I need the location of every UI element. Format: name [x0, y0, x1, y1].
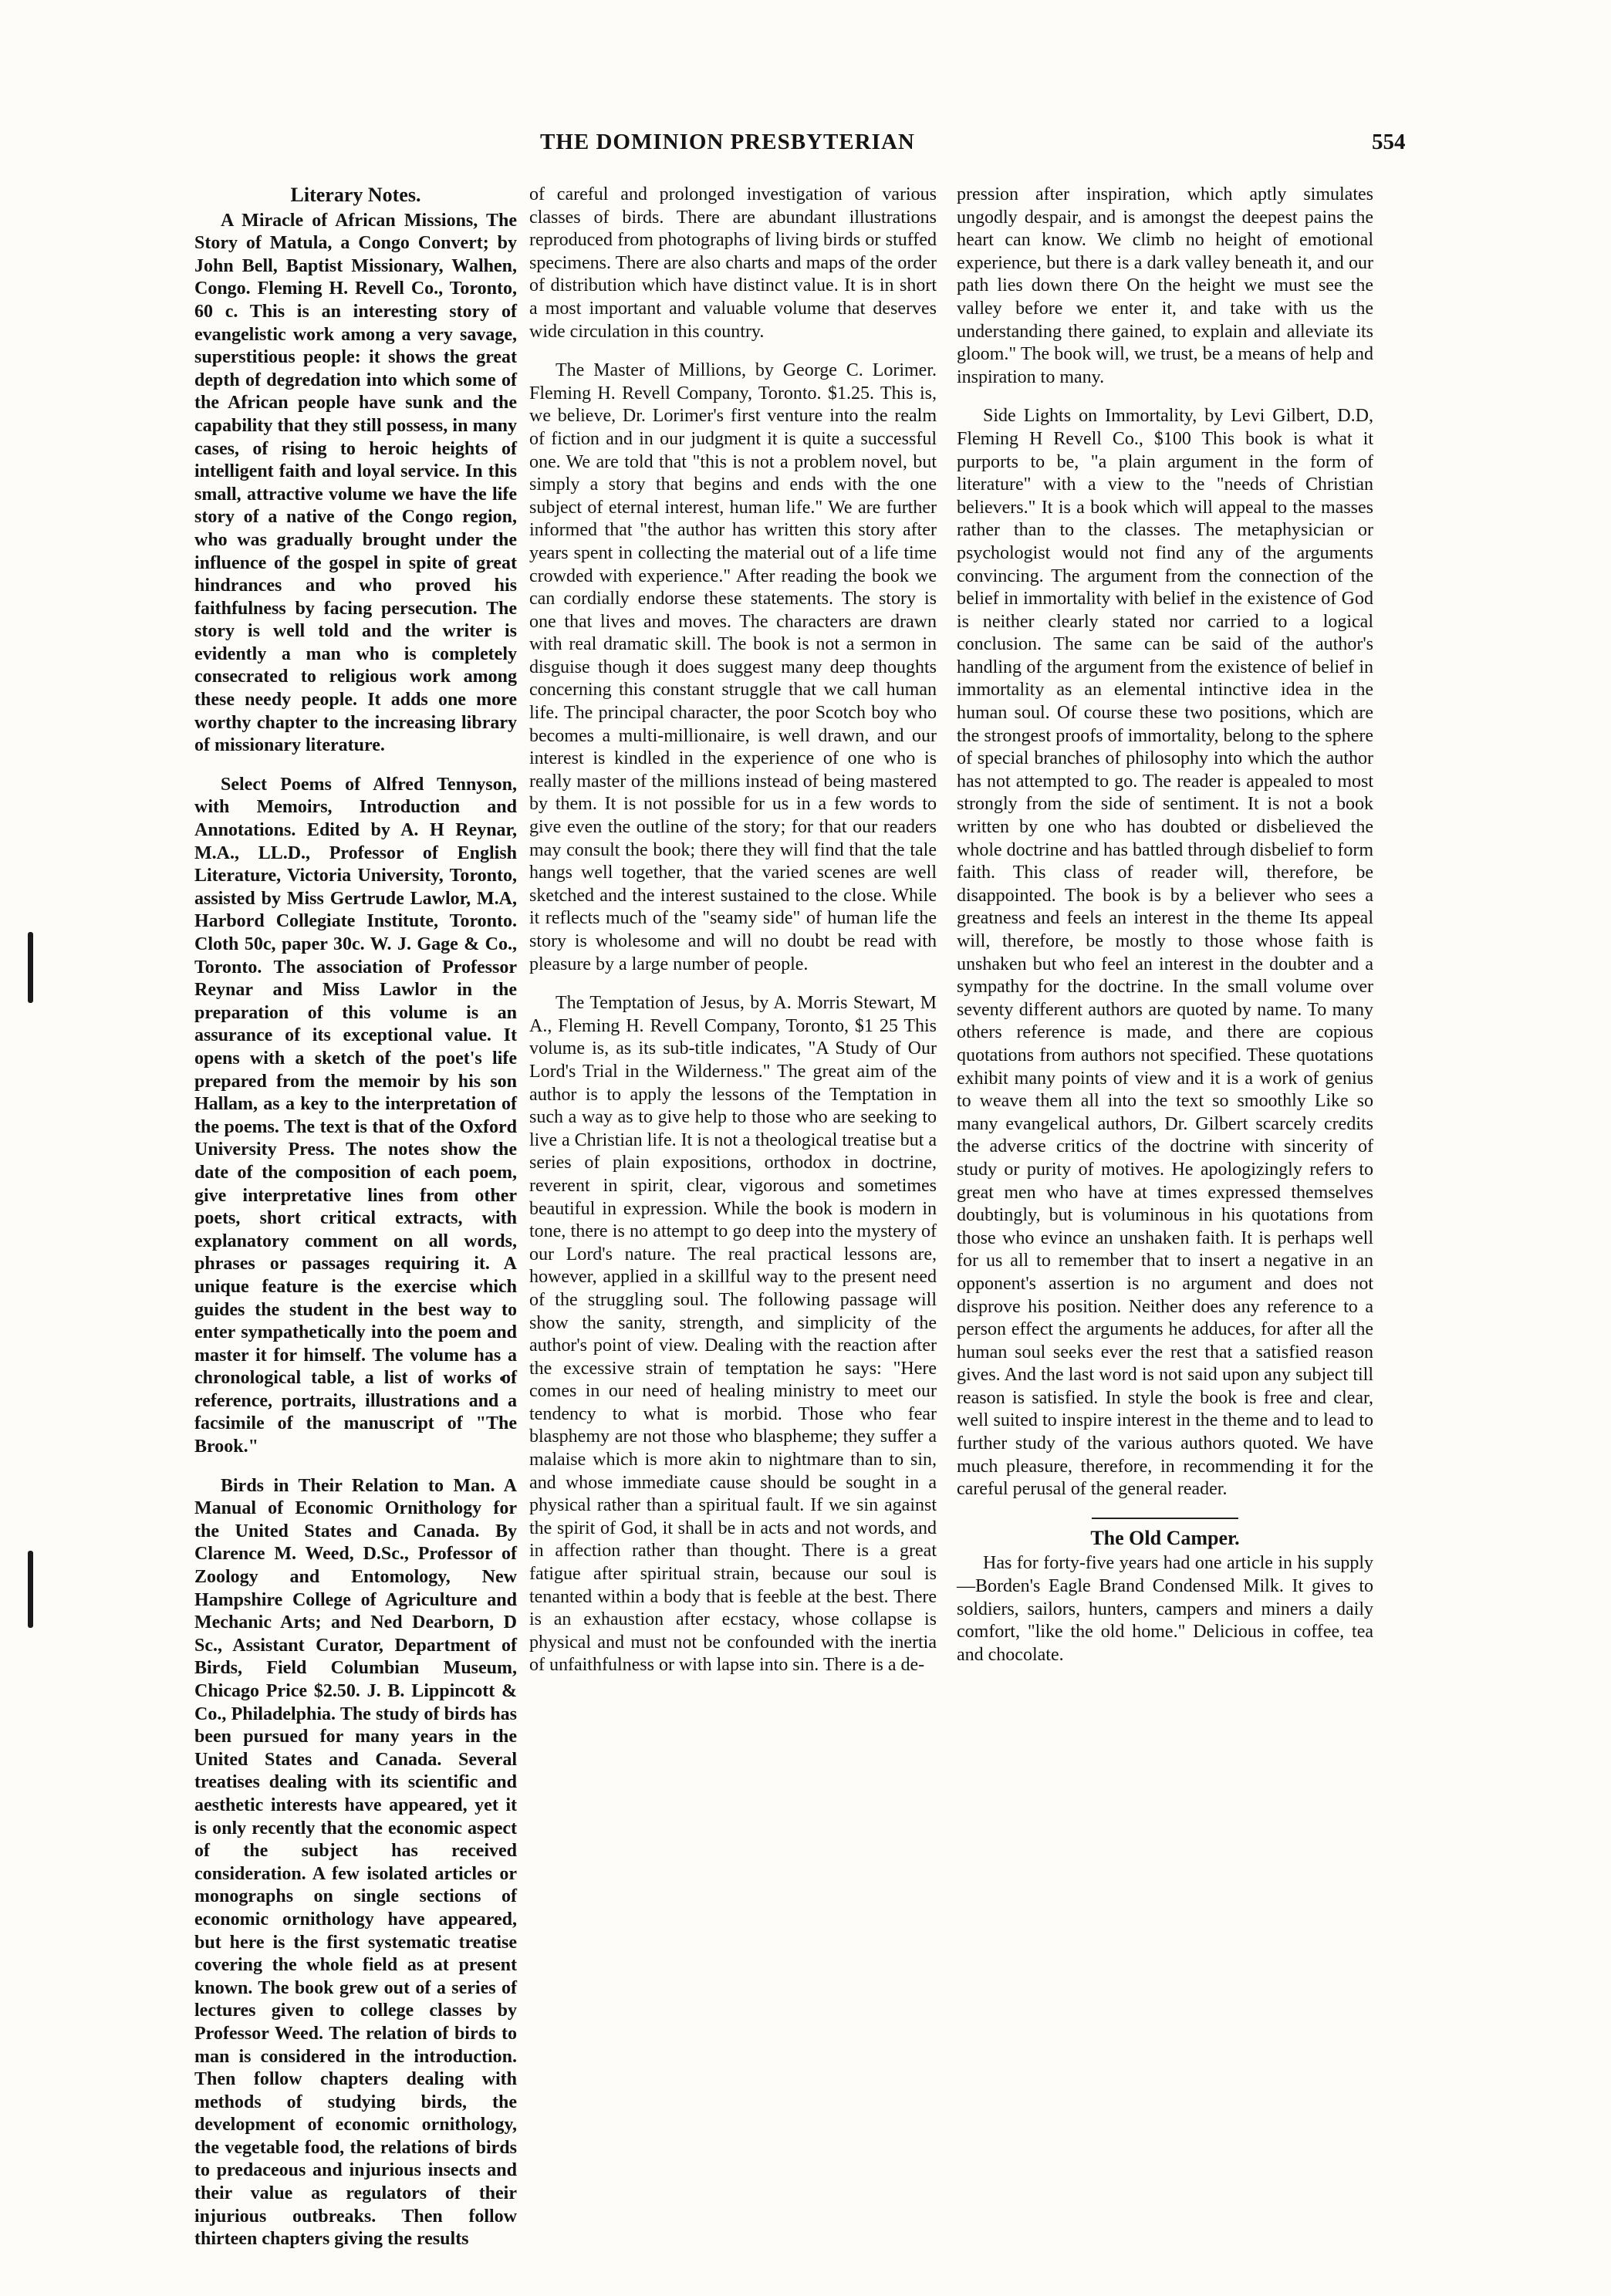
page-header — [0, 130, 1611, 160]
publication-title: THE DOMINION PRESBYTERIAN — [540, 130, 915, 154]
article-paragraph: Side Lights on Immortality, by Levi Gilbert, D.D, Fleming H Revell Co., $100 This book is what it purports to be, "a plain argument in the form of literature" with a view to the "needs of Christian believers." It is a book which will appeal to the masses rather than to the classes. The metaphysician or psychologist would not find any of the arguments convincing. The argument from the connection of the belief in immortality with belief in the existence of God is neither clearly stated nor carried to a logical conclusion. The same can be said of the author's handling of the argument from the existence of belief in immortality as an elemental intinctive idea in the human soul. Of course these two positions, which are the strongest proofs of immortality, belong to the sphere of special branches of philosophy into which the author has not attempted to go. The reader is appealed to most strongly from the side of sentiment. It is not a book written by one who has doubted or disbelieved the whole doctrine and has battled through disbelief to form faith. This class of reader will, therefore, be disappointed. The book is by a believer who sees a greatness and feels an interest in the theme Its appeal will, therefore, be mostly to those whose faith is unshaken but who feel an interest in the doubter and a sympathy for the doctrine. In the small volume over seventy different authors are quoted by name. To many others reference is made, and there are copious quotations from authors not specified. These quotations exhibit many points of view and it is a work of genius to weave them all into the text so smoothly Like so many evangelical authors, Dr. Gilbert scarcely credits the adverse critics of the doctrine with sincerity of study or purity of motives. He apologizingly refers to great men who have at times expressed themselves doubtingly, but is voluminous in his quotations from those who evince an unshaken faith. It is perhaps well for us all to remember that to insert a negative in an opponent's assertion is no argument and does not disprove his position. Neither does any reference to a person effect the arguments he adduces, for after all the human soul seeks ever the rest that a satisfied reason gives. And the last word is not said upon any subject till reason is satisfied. In style the book is free and clear, well suited to inspire interest in the theme and to lead to further study of the various authors quoted. We have much pleasure, therefore, in recommending it for the careful perusal of the general reader. — [957, 406, 1373, 1500]
article-paragraph: A Miracle of African Missions, The Story of Matula, a Congo Convert; by John Bell, Baptist Missionary, Walhen, Congo. Fleming H. Revell Co., Toronto, 60 c. This is an interesting story of evangelistic work among a very savage, superstitious people: it shows the great depth of degredation into which some of the African people have sunk and the capability that they still possess, in many cases, of rising to heroic heights of intelligent faith and loyal service. In this small, attractive volume we have the life story of a native of the Congo region, who was gradually brought under the influence of the gospel in spite of great hindrances and who proved his faithfulness by facing persecution. The story is well told and the writer is evidently a man who is completely consecrated to religious work among these needy people. It adds one more worthy chapter to the increasing library of missionary literature. — [194, 210, 517, 756]
article-paragraph: of careful and prolonged investigation of various classes of birds. There are abundant illustrations reproduced from photographs of living birds or stuffed specimens. There are also charts and maps of the order of distribution which have distinct value. It is in short a most important and valuable volume that deserves wide circulation in this country. — [529, 184, 937, 342]
advertisement-paragraph: Has for forty-five years had one article in his supply—Borden's Eagle Brand Condensed Milk. It gives to soldiers, sailors, hunters, campers and miners a daily comfort, "like the old home." Delicious in coffee, tea and chocolate. — [957, 1553, 1373, 1665]
article-paragraph: Select Poems of Alfred Tennyson, with Memoirs, Introduction and Annotations. Edited by A. H Reynar, M.A., LL.D., Professor of English Literature, Victoria University, Toronto, assisted by Miss Gertrude Lawlor, M.A, Harbord Collegiate Institute, Toronto. Cloth 50c, paper 30c. W. J. Gage & Co., Toronto. The association of Professor Reynar and Miss Lawlor in the preparation of this volume is an assurance of its exceptional value. It opens with a sketch of the poet's life prepared from the memoir by his son Hallam, as a key to the interpretation of the poems. The text is that of the Oxford University Press. The notes show the date of the composition of each poem, give interpretative lines from other poets, short critical extracts, with explanatory comment on all words, phrases or passages requiring it. A unique feature is the exercise which guides the student in the best way to enter sympathetically into the poem and master it for himself. The volume has a chronological table, a list of works of reference, portraits, illustrations and a facsimile of the manuscript of "The Brook." — [194, 774, 517, 1457]
column-3 — [957, 184, 1373, 1683]
article-paragraph: Birds in Their Relation to Man. A Manual of Economic Ornithology for the United States and Canada. By Clarence M. Weed, D.Sc., Professor of Zoology and Entomology, New Hampshire College of Agriculture and Mechanic Arts; and Ned Dearborn, D Sc., Assistant Curator, Department of Birds, Field Columbian Museum, Chicago Price $2.50. J. B. Lippincott & Co., Philadelphia. The study of birds has been pursued for many years in the United States and Canada. Several treatises dealing with its scientific and aesthetic interests have appeared, yet it is only recently that the economic aspect of the subject has received consideration. A few isolated articles or monographs on single sections of economic ornithology have appeared, but here is the first systematic treatise covering the whole field as at present known. The book grew out of a series of lectures given to college classes by Professor Weed. The relation of birds to man is considered in the introduction. Then follow chapters dealing with methods of studying birds, the development of economic ornithology, the vegetable food, the relations of birds to predaceous and injurious insects and their value as regulators of their injurious outbreaks. Then follow thirteen chapters giving the results — [194, 1475, 517, 2250]
page-number: 554 — [1372, 130, 1406, 154]
column-2 — [529, 184, 937, 1693]
margin-mark-bottom — [28, 1551, 33, 1628]
section-divider — [1092, 1518, 1238, 1519]
column-1 — [194, 184, 517, 2267]
article-paragraph: The Temptation of Jesus, by A. Morris Stewart, M A., Fleming H. Revell Company, Toronto, $1 25 This volume is, as its sub-title indicates, "A Study of Our Lord's Trial in the Wilderness." The great aim of the author is to apply the lessons of the Temptation in such a way as to give help to those who are seeking to live a Christian life. It is not a theological treatise but a series of plain expositions, orthodox in doctrine, reverent in spirit, clear, vigorous and sometimes beautiful in expression. While the book is modern in tone, there is no attempt to go deep into the mystery of our Lord's nature. The real practical lessons are, however, applied in a skillful way to the present need of the struggling soul. The following passage will show the sanity, strength, and simplicity of the author's point of view. Dealing with the reaction after the excessive strain of temptation he says: "Here comes in our need of healing ministry to meet our tendency to what is morbid. Those who fear blasphemy are not those who blaspheme; they suffer a malaise which is more akin to nightmare than to sin, and whose immediate cause should be sought in a physical rather than a spiritual fault. If we sin against the spirit of God, it shall be in acts and not words, and in affection rather than thought. There is a great fatigue after spiritual strain, because our soul is tenanted within a body that is feeble at the best. There is an exhaustion after ecstacy, whose collapse is physical and must not be confounded with the inertia of unfaithfulness or with lapse into sin. There is a de- — [529, 993, 937, 1676]
literary-notes-heading: Literary Notes. — [290, 184, 421, 206]
old-camper-heading: The Old Camper. — [1090, 1526, 1240, 1549]
article-paragraph: The Master of Millions, by George C. Lorimer. Fleming H. Revell Company, Toronto. $1.25. This is, we believe, Dr. Lorimer's first venture into the realm of fiction and in our judgment it is quite a successful one. We are told that "this is not a problem novel, but simply a story that begins and ends with the one subject of eternal interest, human life." We are further informed that "the author has written this story after years spent in collecting the material out of a life time crowded with experience." After reading the book we can cordially endorse these statements. The story is one that lives and moves. The characters are drawn with real dramatic skill. The book is not a sermon in disguise though it does suggest many deep thoughts concerning this constant struggle that we call human life. The principal character, the poor Scotch boy who becomes a multi-millionaire, is well drawn, and our interest is kindled in the experience of one who is really master of the millions instead of being mastered by them. It is not possible for us in a few words to give even the outline of the story; for that our readers may consult the book; there they will find that the tale hangs well together, that the varied scenes are well sketched and the interest sustained to the close. While it reflects much of the "seamy side" of human life the story is wholesome and will no doubt be read with pleasure by a large number of people. — [529, 360, 937, 974]
margin-mark-top — [28, 932, 33, 1003]
article-paragraph: pression after inspiration, which aptly simulates ungodly despair, and is amongst the deepest pains the heart can know. We climb no height of emotional experience, but there is a dark valley beneath it, and our path lies down there On the height we must see the valley before we enter it, and take with us the understanding there gained, to explain and alleviate its gloom." The book will, we trust, be a means of help and inspiration to many. — [957, 184, 1373, 387]
